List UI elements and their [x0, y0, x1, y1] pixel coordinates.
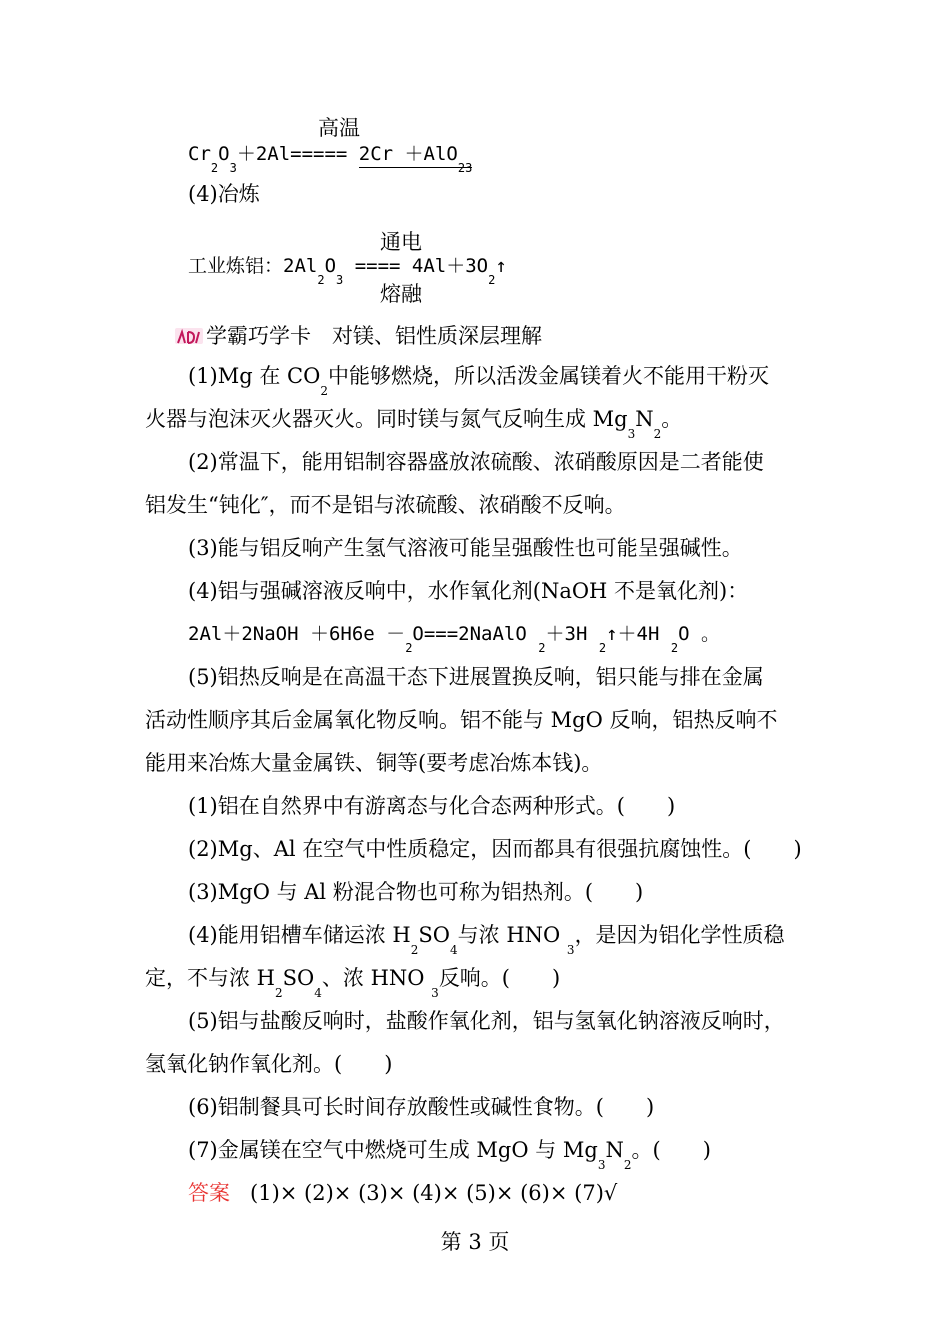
question-6: (6)铝制餐具可长时间存放酸性或碱性食物。( ) — [188, 1095, 655, 1119]
page-number: 第 3 页 — [440, 1230, 510, 1254]
subscript: 3 — [229, 161, 237, 175]
study-card-icon — [174, 326, 204, 346]
subscript: 2 — [317, 273, 325, 287]
paragraph-line: (3)能与铝反响产生氢气溶液可能呈强酸性也可能呈强碱性。 — [188, 536, 743, 560]
eq-text: Cr — [188, 143, 211, 165]
question-4-cont — [145, 964, 561, 1000]
paragraph-line: (4)铝与强碱溶液反响中，水作氧化剂(NaOH 不是氧化剂)： — [188, 579, 749, 603]
text: 。 — [661, 407, 683, 431]
paragraph-line: 活动性顺序其后金属氧化物反响。铝不能与 MgO 反响，铝热反响不 — [145, 708, 778, 732]
eq-text: O 。 — [678, 623, 720, 645]
card-title — [174, 322, 542, 350]
subscript: 2 — [670, 641, 679, 655]
question-7 — [188, 1136, 711, 1172]
text: 中能够燃烧，所以活泼金属镁着火不能用干粉灭 — [327, 364, 769, 388]
question-5-cont: 氢氧化钠作氧化剂。( ) — [145, 1052, 393, 1076]
text: 火器与泡沫灭火器灭火。同时镁与氮气反响生成 Mg — [145, 407, 628, 431]
subscript: 3 — [597, 1158, 606, 1172]
text: SO — [418, 923, 450, 947]
paragraph-line: (5)铝热反响是在高温干态下进展置换反响，铝只能与排在金属 — [188, 665, 764, 689]
subscript: 3 — [336, 273, 344, 287]
eq-text: ＋3H — [545, 623, 588, 645]
eq-text: 4Al＋3O — [411, 255, 489, 277]
question-4 — [188, 921, 785, 957]
text: N — [635, 407, 654, 431]
paragraph-line: 铝发生“钝化″，而不是铝与浓硫酸、浓硝酸不反响。 — [145, 493, 626, 517]
eq-text: 2Al＋2NaOH ＋6H6e — [188, 623, 375, 645]
paragraph-line — [145, 405, 683, 441]
subscript: 3 — [627, 427, 636, 441]
reaction-condition: 熔融 — [380, 282, 422, 306]
question-1: (1)铝在自然界中有游离态与化合态两种形式。( ) — [188, 794, 676, 818]
subscript: 2 — [457, 161, 466, 175]
text: SO — [282, 966, 315, 990]
subscript: 3 — [566, 943, 575, 957]
subscript: 2 — [405, 641, 413, 655]
eq-text: ＋2Al===== — [236, 143, 348, 165]
reaction-condition: 高温 — [318, 116, 360, 140]
subscript: 2 — [623, 1158, 632, 1172]
subscript: 3 — [465, 161, 473, 175]
section-heading: (4)冶炼 — [188, 182, 260, 206]
equation-alkali — [188, 620, 720, 655]
eq-text: O — [218, 143, 230, 165]
text: 、浓 HNO — [321, 966, 425, 990]
paragraph-line: (2)常温下，能用铝制容器盛放浓硫酸、浓硝酸原因是二者能使 — [188, 450, 764, 474]
text: 与浓 HNO — [457, 923, 561, 947]
text: 。( ) — [631, 1138, 711, 1162]
eq-text: O — [446, 143, 458, 165]
equation-electrolysis — [188, 252, 507, 287]
subscript: 3 — [431, 986, 439, 1000]
subscript: 2 — [320, 384, 328, 398]
subscript: 4 — [314, 986, 322, 1000]
text: N — [605, 1138, 624, 1162]
subscript: 2 — [275, 986, 283, 1000]
eq-text: O — [324, 255, 337, 277]
underlined-product — [358, 143, 473, 175]
card-title-text: 学霸巧学卡 对镁、铝性质深层理解 — [206, 324, 542, 348]
eq-text: ==== — [354, 255, 401, 277]
text: (4)能用铝槽车储运浓 H — [188, 923, 411, 947]
subscript: 2 — [653, 427, 662, 441]
question-2: (2)Mg、Al 在空气中性质稳定，因而都具有很强抗腐蚀性。( ) — [188, 837, 802, 861]
text: 反响。( ) — [438, 966, 561, 990]
eq-text: 工业炼铝：2Al — [188, 255, 318, 277]
answer-label: 答案 — [188, 1181, 230, 1205]
subscript: 2 — [538, 641, 546, 655]
text: (7)金属镁在空气中燃烧可生成 MgO 与 Mg — [188, 1138, 598, 1162]
answer-line — [188, 1179, 617, 1207]
reaction-condition: 通电 — [380, 230, 422, 254]
subscript: 2 — [488, 273, 496, 287]
subscript: 2 — [410, 943, 419, 957]
subscript: 4 — [450, 943, 458, 957]
eq-text: ↑ — [495, 255, 507, 277]
text: (1)Mg 在 CO — [188, 364, 321, 388]
subscript: 2 — [210, 161, 219, 175]
paragraph-line — [188, 362, 769, 398]
question-5: (5)铝与盐酸反响时，盐酸作氧化剂，铝与氢氧化钠溶液反响时， — [188, 1009, 785, 1033]
equation-thermite — [188, 140, 473, 175]
subscript: 2 — [598, 641, 607, 655]
paragraph-line: 能用来冶炼大量金属铁、铜等(要考虑冶炼本钱)。 — [145, 751, 603, 775]
eq-text: ↑＋4H — [606, 623, 660, 645]
text: ，是因为铝化学性质稳 — [574, 923, 785, 947]
text: 定，不与浓 H — [145, 966, 275, 990]
answer-text: (1)× (2)× (3)× (4)× (5)× (6)× (7)√ — [250, 1181, 618, 1205]
question-3: (3)MgO 与 Al 粉混合物也可称为铝热剂。( ) — [188, 880, 644, 904]
eq-text: O===2NaAlO — [412, 623, 527, 645]
eq-text: 2Cr ＋Al — [358, 143, 447, 165]
eq-text: － — [386, 623, 406, 645]
